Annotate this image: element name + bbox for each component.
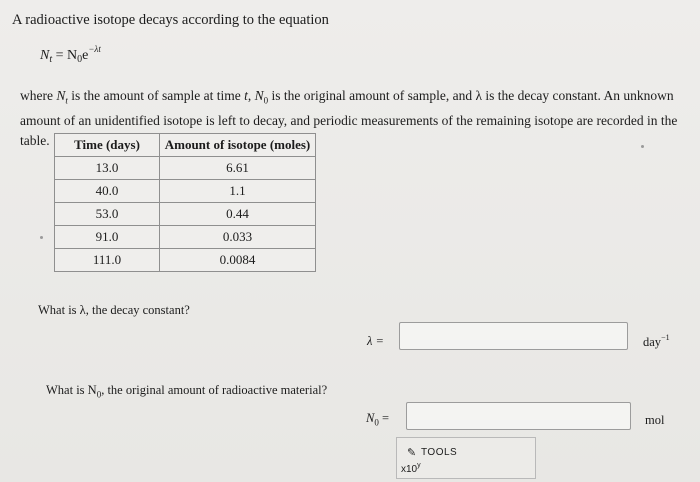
- cell-amount: 0.0084: [160, 249, 316, 272]
- desc-part: where: [20, 88, 57, 103]
- desc-var: t: [244, 88, 248, 103]
- cell-time: 53.0: [55, 203, 160, 226]
- table-header-row: [55, 134, 316, 157]
- lambda-label: λ =: [367, 334, 384, 348]
- cell-time: 111.0: [55, 249, 160, 272]
- cell-amount: 0.033: [160, 226, 316, 249]
- table-row: [55, 203, 316, 226]
- n0-label: [366, 411, 389, 428]
- x10-text: x10: [401, 464, 418, 475]
- header-amount: Amount of isotope (moles): [160, 134, 316, 157]
- cell-amount: 6.61: [160, 157, 316, 180]
- table-row: [55, 180, 316, 203]
- cell-amount: 0.44: [160, 203, 316, 226]
- n0-label-eq: =: [378, 411, 390, 425]
- stray-dot: [40, 236, 43, 239]
- cell-time: 13.0: [55, 157, 160, 180]
- desc-part: is the original amount of sample, and λ is the decay constant. An unknown amount of an unidentified isotope is left to decay, and periodic measurements of the remaining isotope are recorded in the table.: [20, 88, 678, 148]
- measurements-table: [54, 133, 316, 272]
- decay-equation: [40, 44, 101, 65]
- cell-amount: 1.1: [160, 180, 316, 203]
- table-row: [55, 226, 316, 249]
- n0-unit: mol: [645, 413, 665, 427]
- tools-label[interactable]: TOOLS: [421, 447, 458, 458]
- equation-lhs-sub: t: [49, 54, 53, 65]
- equation-rhs-sub: 0: [77, 54, 83, 65]
- header-time: Time (days): [55, 134, 160, 157]
- cell-time: 40.0: [55, 180, 160, 203]
- question-original-amount: [46, 383, 327, 400]
- desc-var: N: [56, 88, 66, 103]
- table-row: [55, 157, 316, 180]
- lambda-unit-text: day: [643, 335, 662, 349]
- lambda-input[interactable]: [399, 322, 628, 350]
- n0-label-text: N: [366, 411, 375, 425]
- tools-panel[interactable]: [396, 437, 536, 479]
- desc-part: is the amount of sample at time: [67, 88, 245, 103]
- equation-lhs: N: [40, 48, 50, 63]
- q2-text-b: , the original amount of radioactive material?: [101, 383, 328, 397]
- desc-var-sub: t: [65, 95, 68, 106]
- intro-text: A radioactive isotope decays according to the equation: [12, 12, 329, 28]
- table-row: [55, 249, 316, 272]
- n0-input[interactable]: [406, 402, 631, 430]
- equation-equals: = N: [52, 48, 78, 63]
- q2-text-sub: 0: [96, 389, 102, 400]
- q2-text-a: What is N: [46, 383, 97, 397]
- cell-time: 91.0: [55, 226, 160, 249]
- question-decay-constant: What is λ, the decay constant?: [38, 303, 190, 317]
- x10-button[interactable]: [401, 462, 421, 475]
- n0-label-sub: 0: [374, 417, 379, 428]
- desc-var: N: [254, 88, 264, 103]
- lambda-unit-sup: −1: [661, 333, 670, 342]
- equation-base: e: [82, 48, 89, 63]
- desc-part: ,: [247, 88, 255, 103]
- pencil-icon[interactable]: ✎: [407, 447, 417, 459]
- stray-dot: [641, 145, 644, 148]
- x10-sup: y: [417, 462, 421, 469]
- lambda-unit: [643, 333, 670, 350]
- desc-var-sub: 0: [263, 95, 269, 106]
- equation-exponent: −λt: [88, 44, 101, 54]
